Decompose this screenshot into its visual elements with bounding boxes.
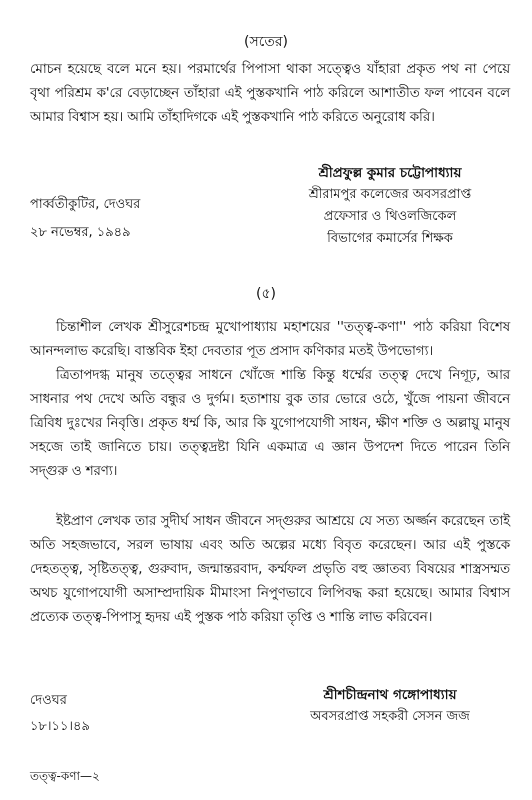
place-2: দেওঘর	[30, 693, 67, 708]
page-number-header: (সতের)	[243, 34, 288, 50]
signatory-title-line-1: শ্রীরামপুর কলেজের অবসরপ্রাপ্ত	[308, 187, 472, 202]
footer-book-title: তত্ত্ব-কণা—২	[30, 769, 100, 783]
paragraph-4: ইষ্টপ্রাণ লেখক তার সুদীর্ঘ সাধন জীবনে সদ্গুরুর আশ্রয়ে যে সত্য অর্জ্জন করেছেন তাই অতি সহজভাবে, সরল ভাষায় এবং অতি অল্পের মধ্যে বিবৃত করেছেন। আর এই পুস্তকে দেহতত্ত্ব, সৃষ্টিতত্ত্ব, গুরুবাদ, জন্মান্তরবাদ, কর্ম্মফল প্রভৃতি বহু জ্ঞাতব্য বিষয়ের শাস্ত্রসম্মত অথচ যুগোপযোগী অসাম্প্রদায়িক মীমাংসা নিপুণভাবে লিপিবদ্ধ করা হয়েছে। আমার বিশ্বাস প্রত্যেক তত্ত্ব-পিপাসু হৃদয় এই পুস্তক পাঠ করিয়া তৃপ্তি ও শান্তি লাভ করিবেন।	[30, 514, 510, 625]
date-2: ১৮।১১।৪৯	[30, 719, 90, 734]
signatory-title-line-2: প্রফেসার ও থিওলজিকেল	[323, 209, 457, 224]
signatory-title-2: অবসরপ্রাপ্ত সহকরী সেসন জজ	[310, 709, 470, 724]
paragraph-3: ত্রিতাপদগ্ধ মানুষ তত্ত্বের সাধনে খোঁজে শান্তি কিন্তু ধর্ম্মের তত্ত্ব দেখে নিগূঢ়, আর সাধনার পথ দেখে অতি বন্ধুর ও দুর্গম। হতাশায় বুক তার ভোরে ওঠে, খুঁজে পায়না জীবনে ত্রিবিধ দুঃখের নিবৃত্তি। প্রকৃত ধর্ম্ম কি, আর কি যুগোপযোগী সাধন, ক্ষীণ শক্তি ও অল্লায়ু মানুষ সহজে তাই জানিতে চায়। তত্ত্বদ্রষ্টা যিনি একমাত্র এ জ্ঞান উপদেশ দিতে পারেন তিনি সদ্গুরু ও শরণ্য।	[30, 368, 510, 479]
signature-block-2	[270, 684, 510, 728]
paragraph-1: মোচন হয়েছে বলে মনে হয়। পরমার্থের পিপাসা থাকা সত্ত্বেও যাঁহারা প্রকৃত পথ না পেয়ে বৃথা পরিশ্রম ক'রে বেড়াচ্ছেন তাঁহারা এই পুস্তকখানি পাঠ করিলে আশাতীত ফল পাবেন বলে আমার বিশ্বাস হয়। আমি তাঁহাদিগকে এই পুস্তকখানি পাঠ করিতে অনুরোধ করি।	[30, 62, 510, 125]
signatory-title-line-3: বিভাগের কমার্সের শিক্ষক	[327, 231, 453, 246]
signature-block-1	[270, 162, 510, 250]
section-header-5: (৫)	[255, 286, 276, 302]
paragraph-2: চিন্তাশীল লেখক শ্রীসুরেশচন্দ্র মুখোপাধ্যায় মহাশয়ের ''তত্ত্ব-কণা'' পাঠ করিয়া বিশেষ আনন্দলাভ করেছি। বাস্তবিক ইহা দেবতার পূত প্রসাদ কণিকার মতই উপভোগ্য।	[30, 320, 510, 359]
signatory-name-2: শ্রীশচীন্দ্রনাথ গঙ্গোপাধ্যায়	[323, 687, 457, 703]
place-1: পার্ব্বতীকুটির, দেওঘর	[30, 197, 141, 212]
signatory-name-1: শ্রীপ্রফুল্ল কুমার চট্টোপাধ্যায়	[318, 165, 462, 181]
date-1: ২৮ নভেম্বর, ১৯৪৯	[30, 225, 131, 240]
